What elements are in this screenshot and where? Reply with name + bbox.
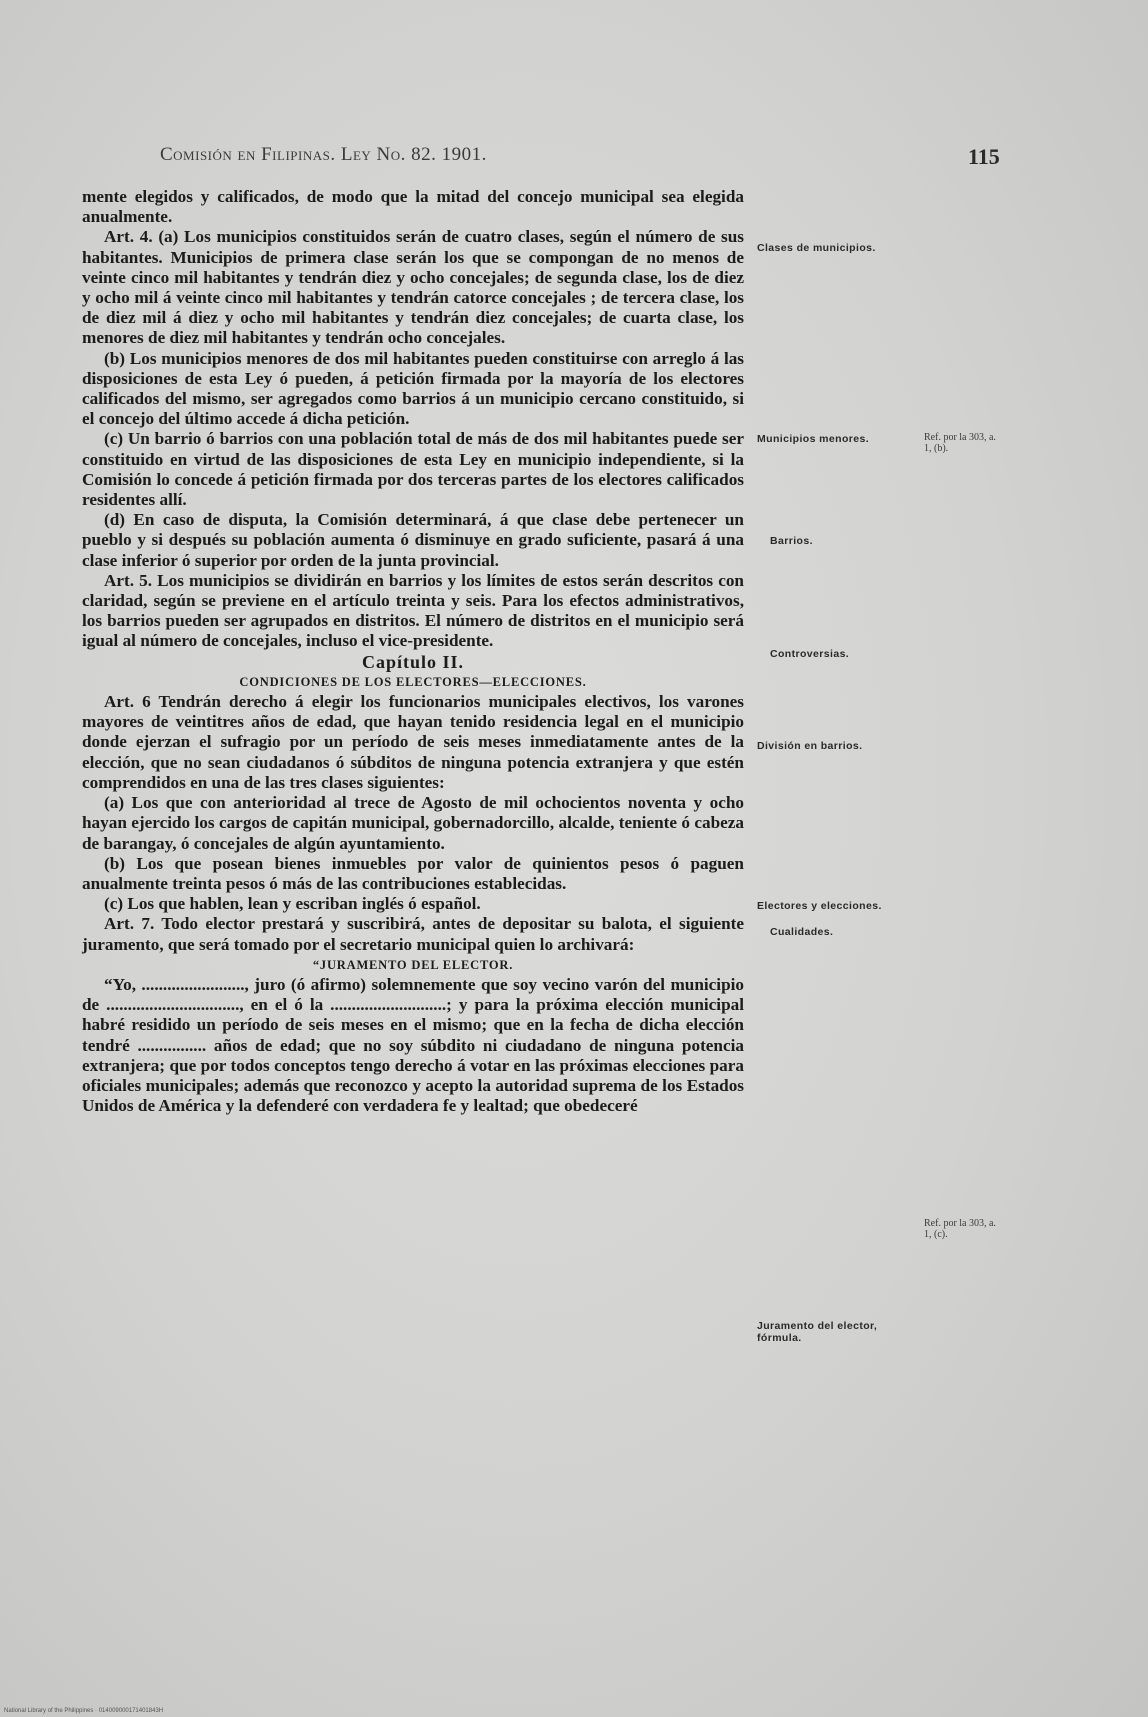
- paragraph-art-6-c: (c) Los que hablen, lean y escriban inglés ó español.: [104, 894, 481, 914]
- margin-note-cualidades: Cualidades.: [770, 926, 834, 938]
- ref-note-1: Ref. por la 303, a. 1, (b).: [924, 432, 996, 454]
- margin-note-barrios: Barrios.: [770, 535, 813, 547]
- paragraph-art-4-c: (c) Un barrio ó barrios con una población total de más de dos mil habitantes puede ser constituido en virtud de las disposiciones de esta Ley en municipio independiente, si la Comisión lo concede á petición firmada por dos terceras partes de los electores calificados residentes allí.: [82, 429, 744, 510]
- margin-note-clases: Clases de municipios.: [757, 242, 876, 254]
- margin-note-division: División en barrios.: [757, 740, 863, 752]
- running-head: Comisión en Filipinas. Ley No. 82. 1901.: [160, 144, 487, 165]
- ref-note-2: Ref. por la 303, a. 1, (c).: [924, 1218, 996, 1240]
- paragraph-art-6-a: (a) Los que con anterioridad al trece de Agosto de mil ochocientos noventa y ocho hayan ejercido los cargos de capitán municipal, gobernadorcillo, alcalde, teniente ó cabeza de barangay, ó concejales de algún ayuntamiento.: [82, 793, 744, 853]
- paragraph-art-5: Art. 5. Los municipios se dividirán en barrios y los límites de estos serán descritos con claridad, según se previene en el artículo treinta y seis. Para los efectos administrativos, los barrios pueden ser agrupados en distritos. El número de distritos en el municipio será igual al número de concejales, incluso el vice-presidente.: [82, 570, 744, 651]
- paragraph-art-6: Art. 6 Tendrán derecho á elegir los funcionarios municipales electivos, los varones mayores de veintitres años de edad, que hayan tenido residencia legal en el municipio donde ejerzan el sufragio por un período de seis meses inmediatamente antes de la elección, que no sean ciudadanos ó súbditos de ninguna potencia extranjera y que estén comprendidos en una de las tres clases siguientes:: [82, 692, 744, 792]
- paragraph-art-7: Art. 7. Todo elector prestará y suscribirá, antes de depositar su balota, el siguiente juramento, que será tomado por el secretario municipal quien lo archivará:: [82, 914, 744, 954]
- margin-note-menores: Municipios menores.: [757, 433, 870, 445]
- margin-note-juramento: Juramento del elector, fórmula.: [757, 1320, 878, 1344]
- paragraph-art-4-b: (b) Los municipios menores de dos mil habitantes pueden constituirse con arreglo á las disposiciones de esta Ley ó pueden, á petición firmada por la mayoría de los electores calificados del mismo, ser agregados como barrios á un municipio cercano constituido, si el concejo del último accede á dicha petición.: [82, 348, 744, 429]
- paragraph-continuation: mente elegidos y calificados, de modo que la mitad del concejo municipal sea elegida anualmente.: [82, 187, 744, 227]
- margin-note-controversias: Controversias.: [770, 648, 850, 660]
- oath-title: “JURAMENTO DEL ELECTOR.: [312, 957, 514, 972]
- paragraph-art-6-b: (b) Los que posean bienes inmuebles por valor de quinientos pesos ó paguen anualmente treinta pesos ó más de las contribuciones establecidas.: [82, 853, 744, 893]
- page-number: 115: [968, 144, 1000, 169]
- body-text: [82, 187, 744, 1116]
- margin-note-electores: Electores y elecciones.: [757, 900, 882, 912]
- paragraph-art-4-d: (d) En caso de disputa, la Comisión determinará, á que clase debe pertenecer un pueblo y si después su población aumenta ó disminuye en grado suficiente, pasará á una clase inferior ó superior por orden de la junta provincial.: [82, 510, 744, 570]
- chapter-title: Capítulo II.: [361, 651, 465, 672]
- library-stamp: National Library of the Philippines · 014009000171401843H: [4, 1708, 164, 1714]
- paragraph-art-4: Art. 4. (a) Los municipios constituidos serán de cuatro clases, según el número de sus habitantes. Municipios de primera clase serán los que se compongan de no menos de veinte cinco mil habitantes y tendrán diez y ocho concejales; de segunda clase, los de diez y ocho mil á veinte cinco mil habitantes y tendrán catorce concejales ; de tercera clase, los de diez mil á diez y ocho mil habitantes y tendrán diez concejales; de cuarta clase, los menores de diez mil habitantes y tendrán ocho concejales.: [82, 227, 744, 348]
- chapter-subtitle: CONDICIONES DE LOS ELECTORES—ELECCIONES.: [239, 674, 587, 689]
- paragraph-oath: “Yo, ........................, juro (ó afirmo) solemnemente que soy vecino varón del municipio de ..............................., en el ó la ...........................; y para la próxima elección municipal habré residido un período de seis meses en el mismo; que en la fecha de dicha elección tendré ................ años de edad; que no soy súbdito ni ciudadano de ninguna potencia extranjera; que por todos conceptos tengo derecho á votar en las próximas elecciones para oficiales municipales; además que reconozco y acepto la autoridad suprema de los Estados Unidos de América y la defenderé con verdadera fe y lealtad; que obedeceré: [82, 974, 744, 1116]
